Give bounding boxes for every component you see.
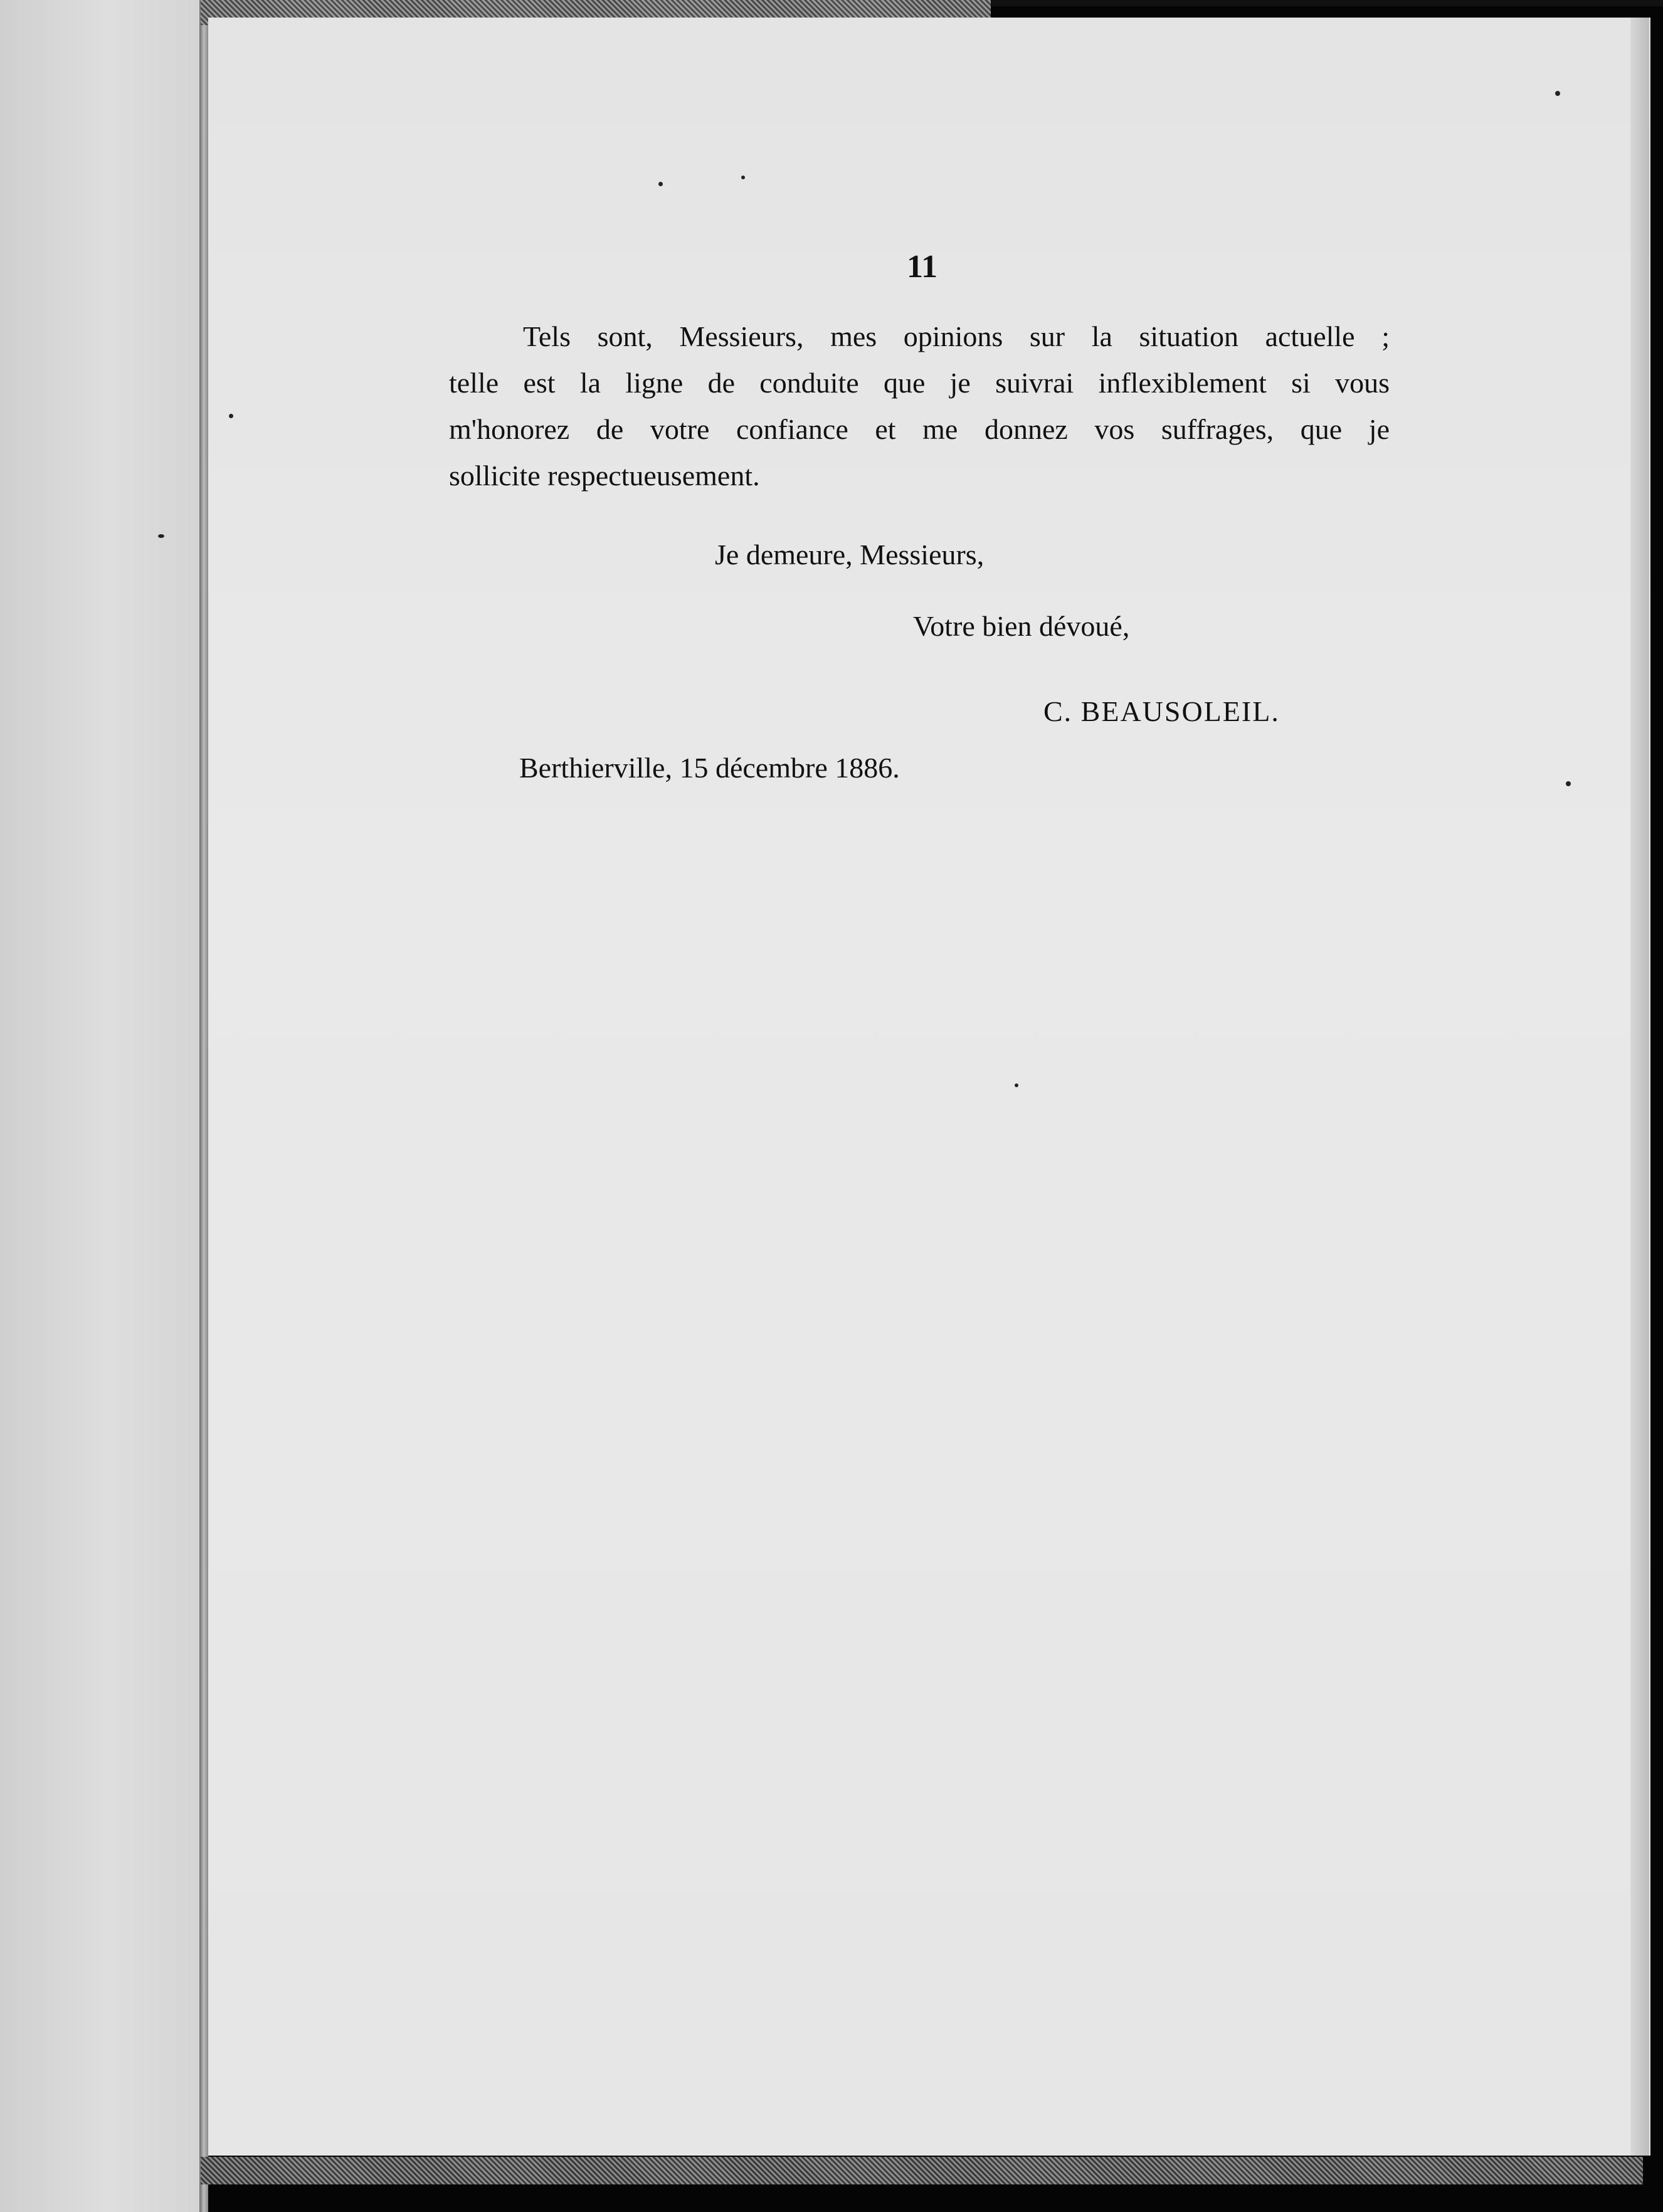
paragraph-line: m'honorez de votre confiance et me donnez vos suffrages, que je [449, 413, 1390, 445]
valediction: Votre bien dévoué, [913, 610, 1130, 642]
scan-speck [158, 534, 164, 538]
book-gutter [199, 0, 208, 2212]
paragraph-line: Tels sont, Messieurs, mes opinions sur la situation actuelle ; [523, 320, 1390, 352]
place-date-line: Berthierville, 15 décembre 1886. [519, 752, 900, 784]
top-dark-border [991, 0, 1663, 6]
signature: C. BEAUSOLEIL. [1043, 695, 1280, 727]
scan-speck [1555, 91, 1560, 96]
scan-speck [1566, 781, 1571, 786]
paragraph-line: telle est la ligne de conduite que je suivrai inflexiblement si vous [449, 367, 1390, 399]
scan-speck [658, 182, 663, 186]
facing-page [0, 0, 199, 2212]
scan-speck [229, 414, 233, 418]
page-right-edge [1630, 18, 1649, 2156]
paragraph-line: sollicite respectueusement. [449, 460, 760, 492]
page-number: 11 [907, 249, 938, 285]
bottom-binding-strip [201, 2157, 1643, 2184]
closing-line: Je demeure, Messieurs, [715, 539, 985, 571]
scan-speck [1015, 1083, 1018, 1087]
body-paragraph [449, 313, 1390, 499]
scan-speck [741, 176, 745, 179]
